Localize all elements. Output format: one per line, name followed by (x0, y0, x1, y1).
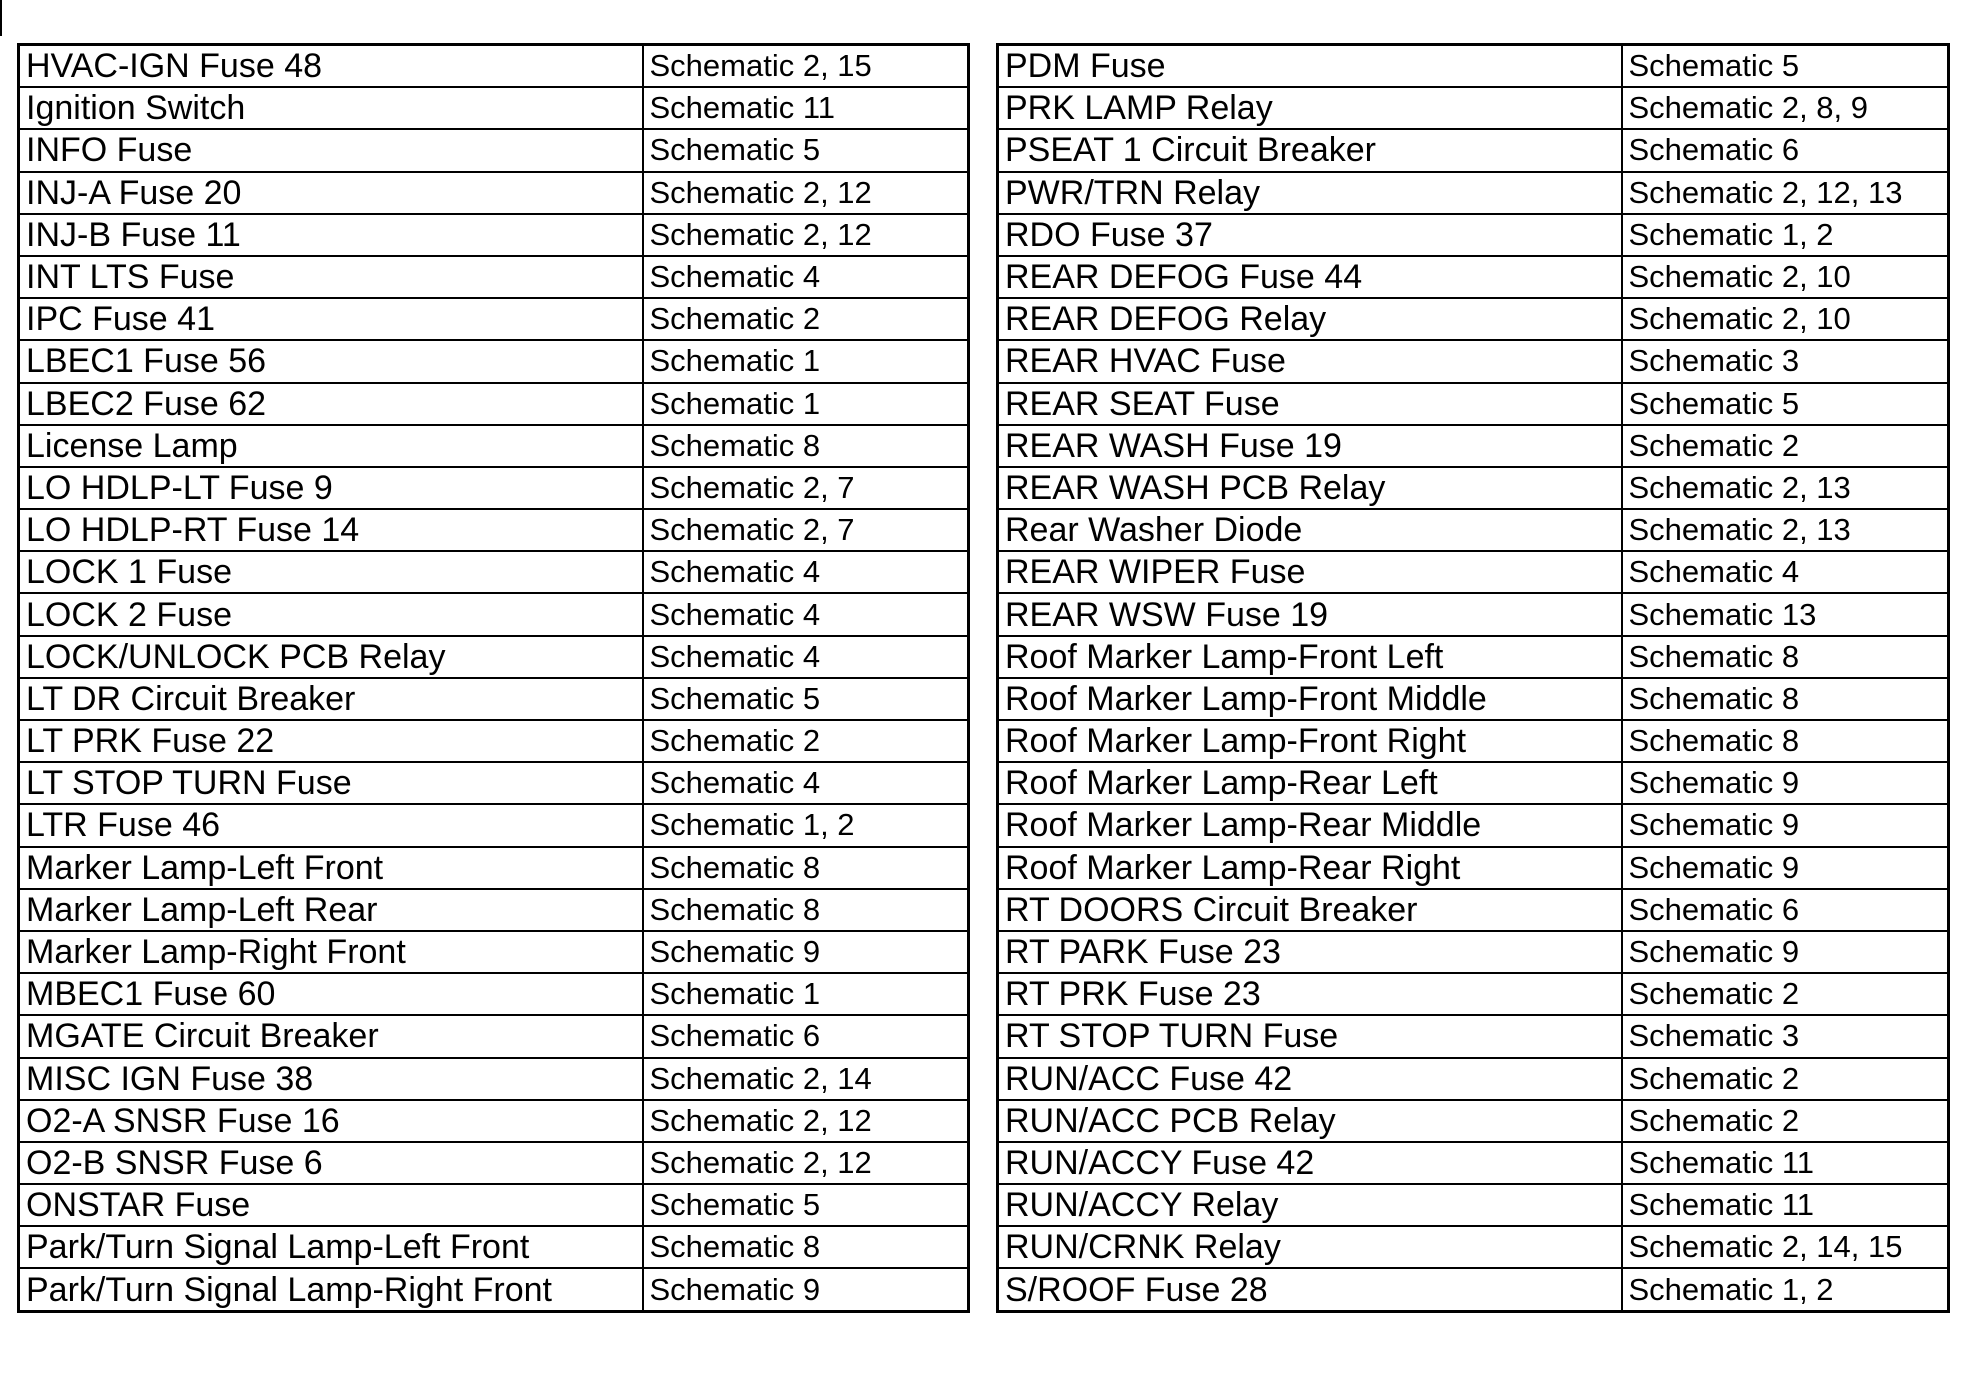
component-name-cell: RT PRK Fuse 23 (998, 973, 1622, 1015)
table-row (998, 340, 1949, 382)
component-name-cell: INT LTS Fuse (19, 256, 643, 298)
component-name-cell: RUN/ACCY Relay (998, 1184, 1622, 1226)
table-row (19, 340, 969, 382)
schematic-reference-cell: Schematic 11 (1622, 1142, 1949, 1184)
table-row (19, 1058, 969, 1100)
table-row (998, 931, 1949, 973)
table-row (998, 889, 1949, 931)
component-name-cell: REAR SEAT Fuse (998, 383, 1622, 425)
table-row (998, 45, 1949, 88)
schematic-reference-cell: Schematic 2, 14 (643, 1058, 969, 1100)
component-name-cell: INJ-A Fuse 20 (19, 172, 643, 214)
schematic-reference-cell: Schematic 13 (1622, 593, 1949, 635)
component-name-cell: PWR/TRN Relay (998, 172, 1622, 214)
table-row (19, 973, 969, 1015)
schematic-reference-cell: Schematic 1, 2 (643, 804, 969, 846)
component-name-cell: RUN/ACC Fuse 42 (998, 1058, 1622, 1100)
table-row (998, 1142, 1949, 1184)
component-name-cell: ONSTAR Fuse (19, 1184, 643, 1226)
schematic-reference-cell: Schematic 5 (643, 678, 969, 720)
component-name-cell: Roof Marker Lamp-Rear Left (998, 762, 1622, 804)
page-edge-line (0, 0, 2, 36)
schematic-reference-cell: Schematic 9 (1622, 804, 1949, 846)
component-name-cell: LBEC2 Fuse 62 (19, 383, 643, 425)
table-row (998, 87, 1949, 129)
schematic-reference-cell: Schematic 2, 10 (1622, 298, 1949, 340)
table-row (998, 509, 1949, 551)
schematic-reference-cell: Schematic 2, 12, 13 (1622, 172, 1949, 214)
schematic-reference-cell: Schematic 8 (1622, 678, 1949, 720)
component-name-cell: MISC IGN Fuse 38 (19, 1058, 643, 1100)
schematic-reference-cell: Schematic 1 (643, 973, 969, 1015)
component-name-cell: Park/Turn Signal Lamp-Right Front (19, 1268, 643, 1311)
table-body-left (19, 45, 969, 1312)
component-name-cell: REAR WASH Fuse 19 (998, 425, 1622, 467)
schematic-reference-cell: Schematic 5 (643, 1184, 969, 1226)
schematic-reference-cell: Schematic 9 (643, 931, 969, 973)
table-row (19, 425, 969, 467)
table-row (19, 1226, 969, 1268)
schematic-reference-cell: Schematic 9 (1622, 847, 1949, 889)
component-name-cell: LOCK/UNLOCK PCB Relay (19, 636, 643, 678)
schematic-reference-cell: Schematic 2, 14, 15 (1622, 1226, 1949, 1268)
schematic-reference-cell: Schematic 2 (1622, 425, 1949, 467)
component-name-cell: Ignition Switch (19, 87, 643, 129)
schematic-reference-cell: Schematic 8 (1622, 636, 1949, 678)
schematic-reference-cell: Schematic 2, 12 (643, 1142, 969, 1184)
component-name-cell: LO HDLP-LT Fuse 9 (19, 467, 643, 509)
component-name-cell: REAR DEFOG Relay (998, 298, 1622, 340)
schematic-reference-cell: Schematic 9 (1622, 762, 1949, 804)
table-row (998, 425, 1949, 467)
table-row (998, 720, 1949, 762)
table-row (19, 509, 969, 551)
component-name-cell: RUN/ACCY Fuse 42 (998, 1142, 1622, 1184)
schematic-reference-cell: Schematic 8 (643, 889, 969, 931)
schematic-reference-cell: Schematic 8 (643, 425, 969, 467)
component-name-cell: Roof Marker Lamp-Front Left (998, 636, 1622, 678)
component-name-cell: LBEC1 Fuse 56 (19, 340, 643, 382)
component-name-cell: Park/Turn Signal Lamp-Left Front (19, 1226, 643, 1268)
component-name-cell: LT PRK Fuse 22 (19, 720, 643, 762)
component-name-cell: Rear Washer Diode (998, 509, 1622, 551)
table-row (998, 762, 1949, 804)
table-row (998, 1015, 1949, 1057)
component-name-cell: RT DOORS Circuit Breaker (998, 889, 1622, 931)
table-row (19, 762, 969, 804)
table-row (19, 45, 969, 88)
component-name-cell: Marker Lamp-Right Front (19, 931, 643, 973)
table-row (998, 551, 1949, 593)
table-row (19, 636, 969, 678)
table-row (998, 973, 1949, 1015)
table-row (19, 889, 969, 931)
schematic-reference-cell: Schematic 2 (643, 720, 969, 762)
table-row (19, 1100, 969, 1142)
component-name-cell: LT DR Circuit Breaker (19, 678, 643, 720)
schematic-reference-cell: Schematic 2, 12 (643, 172, 969, 214)
component-name-cell: REAR WASH PCB Relay (998, 467, 1622, 509)
schematic-reference-cell: Schematic 1 (643, 340, 969, 382)
schematic-reference-cell: Schematic 8 (643, 1226, 969, 1268)
component-name-cell: Roof Marker Lamp-Rear Middle (998, 804, 1622, 846)
table-row (19, 678, 969, 720)
table-row (19, 172, 969, 214)
component-name-cell: INJ-B Fuse 11 (19, 214, 643, 256)
component-name-cell: Roof Marker Lamp-Front Middle (998, 678, 1622, 720)
schematic-reference-cell: Schematic 9 (1622, 931, 1949, 973)
schematic-reference-cell: Schematic 8 (1622, 720, 1949, 762)
schematic-reference-cell: Schematic 2, 8, 9 (1622, 87, 1949, 129)
component-name-cell: PSEAT 1 Circuit Breaker (998, 129, 1622, 171)
schematic-reference-cell: Schematic 4 (643, 636, 969, 678)
schematic-reference-cell: Schematic 1, 2 (1622, 1268, 1949, 1311)
component-name-cell: LT STOP TURN Fuse (19, 762, 643, 804)
schematic-reference-cell: Schematic 4 (643, 256, 969, 298)
schematic-reference-cell: Schematic 2 (643, 298, 969, 340)
component-name-cell: RDO Fuse 37 (998, 214, 1622, 256)
component-name-cell: MGATE Circuit Breaker (19, 1015, 643, 1057)
schematic-reference-cell: Schematic 2, 15 (643, 45, 969, 88)
schematic-reference-cell: Schematic 1 (643, 383, 969, 425)
table-row (998, 1268, 1949, 1311)
table-row (19, 87, 969, 129)
table-row (998, 256, 1949, 298)
schematic-reference-cell: Schematic 2, 7 (643, 467, 969, 509)
component-name-cell: REAR WIPER Fuse (998, 551, 1622, 593)
schematic-reference-cell: Schematic 2 (1622, 1100, 1949, 1142)
schematic-reference-cell: Schematic 2, 12 (643, 214, 969, 256)
schematic-reference-cell: Schematic 2, 12 (643, 1100, 969, 1142)
table-row (19, 298, 969, 340)
table-row (19, 720, 969, 762)
component-name-cell: RT STOP TURN Fuse (998, 1015, 1622, 1057)
schematic-reference-cell: Schematic 5 (643, 129, 969, 171)
component-name-cell: S/ROOF Fuse 28 (998, 1268, 1622, 1311)
table-row (19, 383, 969, 425)
table-body-right (998, 45, 1949, 1312)
table-row (19, 129, 969, 171)
table-row (19, 804, 969, 846)
table-row (998, 678, 1949, 720)
table-row (998, 467, 1949, 509)
component-name-cell: Marker Lamp-Left Front (19, 847, 643, 889)
table-row (19, 1015, 969, 1057)
schematic-reference-cell: Schematic 2, 10 (1622, 256, 1949, 298)
component-index-table-right (996, 43, 1950, 1313)
component-name-cell: RUN/ACC PCB Relay (998, 1100, 1622, 1142)
table-row (998, 847, 1949, 889)
component-name-cell: RUN/CRNK Relay (998, 1226, 1622, 1268)
table-row (998, 129, 1949, 171)
component-name-cell: LO HDLP-RT Fuse 14 (19, 509, 643, 551)
table-row (19, 214, 969, 256)
component-name-cell: License Lamp (19, 425, 643, 467)
component-name-cell: Marker Lamp-Left Rear (19, 889, 643, 931)
table-row (998, 1100, 1949, 1142)
schematic-reference-cell: Schematic 4 (643, 762, 969, 804)
schematic-reference-cell: Schematic 2 (1622, 973, 1949, 1015)
component-name-cell: REAR DEFOG Fuse 44 (998, 256, 1622, 298)
table-row (19, 1184, 969, 1226)
table-row (19, 931, 969, 973)
schematic-reference-cell: Schematic 2 (1622, 1058, 1949, 1100)
component-name-cell: INFO Fuse (19, 129, 643, 171)
component-index-table-left (17, 43, 970, 1313)
schematic-reference-cell: Schematic 1, 2 (1622, 214, 1949, 256)
schematic-reference-cell: Schematic 5 (1622, 383, 1949, 425)
schematic-reference-cell: Schematic 4 (643, 593, 969, 635)
schematic-reference-cell: Schematic 6 (1622, 889, 1949, 931)
schematic-reference-cell: Schematic 8 (643, 847, 969, 889)
table-row (998, 593, 1949, 635)
component-name-cell: PRK LAMP Relay (998, 87, 1622, 129)
component-name-cell: LOCK 2 Fuse (19, 593, 643, 635)
schematic-reference-cell: Schematic 6 (1622, 129, 1949, 171)
schematic-reference-cell: Schematic 11 (643, 87, 969, 129)
table-row (998, 214, 1949, 256)
table-row (998, 1058, 1949, 1100)
table-row (998, 636, 1949, 678)
table-row (998, 804, 1949, 846)
component-name-cell: MBEC1 Fuse 60 (19, 973, 643, 1015)
table-row (998, 1184, 1949, 1226)
schematic-reference-cell: Schematic 5 (1622, 45, 1949, 88)
schematic-reference-cell: Schematic 11 (1622, 1184, 1949, 1226)
component-name-cell: Roof Marker Lamp-Rear Right (998, 847, 1622, 889)
table-row (998, 172, 1949, 214)
schematic-reference-cell: Schematic 3 (1622, 1015, 1949, 1057)
schematic-reference-cell: Schematic 4 (643, 551, 969, 593)
table-row (19, 593, 969, 635)
table-row (998, 298, 1949, 340)
table-row (19, 256, 969, 298)
schematic-reference-cell: Schematic 9 (643, 1268, 969, 1311)
component-name-cell: HVAC-IGN Fuse 48 (19, 45, 643, 88)
table-row (19, 847, 969, 889)
table-row (998, 383, 1949, 425)
component-name-cell: O2-B SNSR Fuse 6 (19, 1142, 643, 1184)
component-name-cell: O2-A SNSR Fuse 16 (19, 1100, 643, 1142)
component-name-cell: REAR WSW Fuse 19 (998, 593, 1622, 635)
component-name-cell: RT PARK Fuse 23 (998, 931, 1622, 973)
table-row (19, 1142, 969, 1184)
schematic-reference-cell: Schematic 2, 13 (1622, 467, 1949, 509)
schematic-reference-cell: Schematic 2, 7 (643, 509, 969, 551)
component-name-cell: IPC Fuse 41 (19, 298, 643, 340)
table-row (19, 551, 969, 593)
schematic-reference-cell: Schematic 2, 13 (1622, 509, 1949, 551)
table-row (998, 1226, 1949, 1268)
schematic-reference-cell: Schematic 3 (1622, 340, 1949, 382)
schematic-reference-cell: Schematic 4 (1622, 551, 1949, 593)
table-row (19, 467, 969, 509)
component-name-cell: PDM Fuse (998, 45, 1622, 88)
table-row (19, 1268, 969, 1311)
component-name-cell: LOCK 1 Fuse (19, 551, 643, 593)
component-name-cell: Roof Marker Lamp-Front Right (998, 720, 1622, 762)
schematic-reference-cell: Schematic 6 (643, 1015, 969, 1057)
component-name-cell: LTR Fuse 46 (19, 804, 643, 846)
component-name-cell: REAR HVAC Fuse (998, 340, 1622, 382)
